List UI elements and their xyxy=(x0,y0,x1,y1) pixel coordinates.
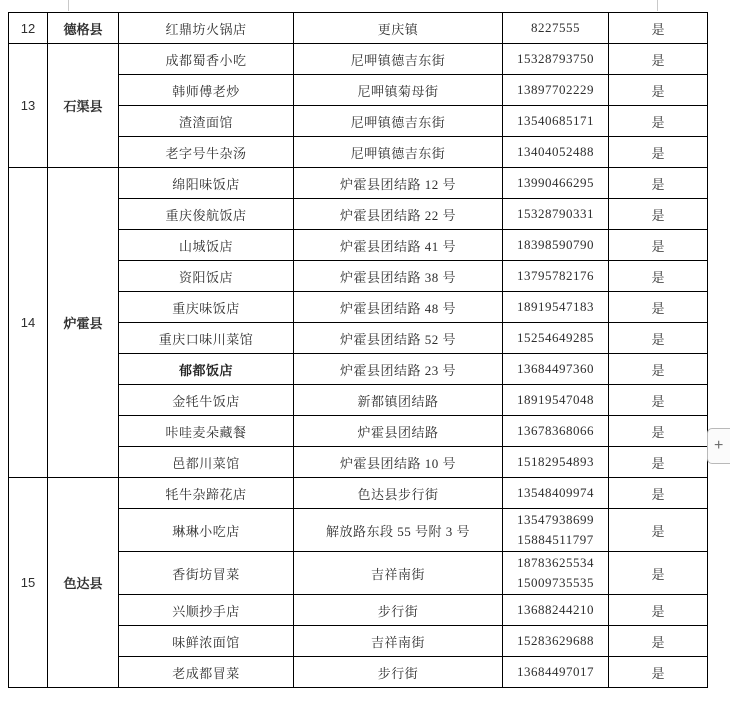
address-cell[interactable]: 更庆镇 xyxy=(294,13,503,44)
open-status-cell[interactable]: 是 xyxy=(609,385,708,416)
phone-number: 18783625534 xyxy=(517,555,594,570)
address-cell[interactable]: 新都镇团结路 xyxy=(294,385,503,416)
phone-number: 15009735535 xyxy=(517,575,594,590)
open-status-cell[interactable]: 是 xyxy=(609,199,708,230)
table-row xyxy=(9,44,708,75)
shop-name-cell[interactable]: 味鲜浓面馆 xyxy=(119,626,294,657)
phone-number: 13678368066 xyxy=(517,423,594,438)
phone-number: 13688244210 xyxy=(517,602,594,617)
phone-number: 13795782176 xyxy=(517,268,594,283)
open-status-cell[interactable]: 是 xyxy=(609,552,708,595)
phone-cell[interactable] xyxy=(503,447,609,478)
shop-name-cell[interactable]: 重庆口味川菜馆 xyxy=(119,323,294,354)
shop-name-cell[interactable]: 韩师傅老炒 xyxy=(119,75,294,106)
shop-name-cell[interactable]: 重庆俊航饭店 xyxy=(119,199,294,230)
phone-number: 13684497360 xyxy=(517,361,594,376)
address-cell[interactable]: 炉霍县团结路 23 号 xyxy=(294,354,503,385)
phone-cell[interactable] xyxy=(503,416,609,447)
phone-number: 15884511797 xyxy=(517,532,594,547)
open-status-cell[interactable]: 是 xyxy=(609,292,708,323)
address-cell[interactable]: 步行街 xyxy=(294,657,503,688)
row-number-cell[interactable]: 12 xyxy=(9,13,48,44)
phone-cell[interactable] xyxy=(503,261,609,292)
phone-cell[interactable] xyxy=(503,478,609,509)
row-number-cell[interactable]: 14 xyxy=(9,168,48,478)
open-status-cell[interactable]: 是 xyxy=(609,657,708,688)
open-status-cell[interactable]: 是 xyxy=(609,261,708,292)
open-status-cell[interactable]: 是 xyxy=(609,447,708,478)
shop-name-cell[interactable]: 郁都饭店 xyxy=(119,354,294,385)
phone-cell[interactable] xyxy=(503,626,609,657)
address-cell[interactable]: 吉祥南街 xyxy=(294,552,503,595)
shop-name-cell[interactable]: 资阳饭店 xyxy=(119,261,294,292)
phone-cell[interactable] xyxy=(503,137,609,168)
phone-number: 18398590790 xyxy=(517,237,594,252)
address-cell[interactable]: 炉霍县团结路 xyxy=(294,416,503,447)
phone-number: 18919547183 xyxy=(517,299,594,314)
phone-number: 13540685171 xyxy=(517,113,594,128)
phone-cell[interactable] xyxy=(503,657,609,688)
address-cell[interactable]: 炉霍县团结路 48 号 xyxy=(294,292,503,323)
shop-name-cell[interactable]: 成都蜀香小吃 xyxy=(119,44,294,75)
address-cell[interactable]: 炉霍县团结路 22 号 xyxy=(294,199,503,230)
phone-number: 13897702229 xyxy=(517,82,594,97)
phone-number: 15182954893 xyxy=(517,454,594,469)
phone-cell[interactable] xyxy=(503,292,609,323)
shop-name-cell[interactable]: 山城饭店 xyxy=(119,230,294,261)
shop-name-cell[interactable]: 兴顺抄手店 xyxy=(119,595,294,626)
shop-name-cell[interactable]: 牦牛杂蹄花店 xyxy=(119,478,294,509)
cell-border-remnant-left xyxy=(68,0,69,11)
phone-cell[interactable] xyxy=(503,354,609,385)
phone-number: 15283629688 xyxy=(517,633,594,648)
address-cell[interactable]: 炉霍县团结路 41 号 xyxy=(294,230,503,261)
phone-cell[interactable] xyxy=(503,106,609,137)
phone-cell[interactable] xyxy=(503,595,609,626)
address-cell[interactable]: 尼呷镇菊母街 xyxy=(294,75,503,106)
phone-cell[interactable] xyxy=(503,168,609,199)
address-cell[interactable]: 步行街 xyxy=(294,595,503,626)
table-row xyxy=(9,168,708,199)
address-cell[interactable]: 炉霍县团结路 52 号 xyxy=(294,323,503,354)
phone-cell[interactable] xyxy=(503,385,609,416)
open-status-cell[interactable]: 是 xyxy=(609,478,708,509)
shop-name-cell[interactable]: 琳琳小吃店 xyxy=(119,509,294,552)
table-row xyxy=(9,13,708,44)
row-number-cell[interactable]: 13 xyxy=(9,44,48,168)
phone-number: 13548409974 xyxy=(517,485,594,500)
open-status-cell[interactable]: 是 xyxy=(609,626,708,657)
county-cell[interactable]: 炉霍县 xyxy=(48,168,119,478)
phone-cell[interactable] xyxy=(503,75,609,106)
address-cell[interactable]: 吉祥南街 xyxy=(294,626,503,657)
phone-cell[interactable] xyxy=(503,509,609,552)
shop-name-cell[interactable]: 邑都川菜馆 xyxy=(119,447,294,478)
shop-name-cell[interactable]: 老字号牛杂汤 xyxy=(119,137,294,168)
shop-name-cell[interactable]: 香街坊冒菜 xyxy=(119,552,294,595)
open-status-cell[interactable]: 是 xyxy=(609,354,708,385)
shop-name-cell[interactable]: 咔哇麦朵藏餐 xyxy=(119,416,294,447)
restaurant-table-body xyxy=(9,13,708,688)
open-status-cell[interactable]: 是 xyxy=(609,323,708,354)
phone-cell[interactable] xyxy=(503,323,609,354)
shop-name-cell[interactable]: 渣渣面馆 xyxy=(119,106,294,137)
open-status-cell[interactable]: 是 xyxy=(609,137,708,168)
open-status-cell[interactable]: 是 xyxy=(609,416,708,447)
phone-cell[interactable] xyxy=(503,230,609,261)
phone-number: 13990466295 xyxy=(517,175,594,190)
phone-number: 8227555 xyxy=(531,20,580,35)
county-cell[interactable]: 德格县 xyxy=(48,13,119,44)
address-cell[interactable]: 解放路东段 55 号附 3 号 xyxy=(294,509,503,552)
address-cell[interactable]: 尼呷镇德吉东街 xyxy=(294,44,503,75)
phone-cell[interactable] xyxy=(503,44,609,75)
phone-number: 15328793750 xyxy=(517,51,594,66)
table-row xyxy=(9,478,708,509)
address-cell[interactable]: 尼呷镇德吉东街 xyxy=(294,106,503,137)
open-status-cell[interactable]: 是 xyxy=(609,168,708,199)
address-cell[interactable]: 色达县步行街 xyxy=(294,478,503,509)
phone-cell[interactable] xyxy=(503,199,609,230)
address-cell[interactable]: 炉霍县团结路 38 号 xyxy=(294,261,503,292)
county-cell[interactable]: 石渠县 xyxy=(48,44,119,168)
shop-name-cell[interactable]: 老成都冒菜 xyxy=(119,657,294,688)
phone-number: 13547938699 xyxy=(517,512,594,527)
phone-number: 15328790331 xyxy=(517,206,594,221)
county-cell[interactable]: 色达县 xyxy=(48,478,119,688)
add-button[interactable]: + xyxy=(707,428,730,464)
open-status-cell[interactable]: 是 xyxy=(609,106,708,137)
phone-cell[interactable] xyxy=(503,13,609,44)
open-status-cell[interactable]: 是 xyxy=(609,595,708,626)
shop-name-cell[interactable]: 重庆味饭店 xyxy=(119,292,294,323)
address-cell[interactable]: 尼呷镇德吉东街 xyxy=(294,137,503,168)
phone-cell[interactable] xyxy=(503,552,609,595)
open-status-cell[interactable]: 是 xyxy=(609,13,708,44)
shop-name-cell[interactable]: 绵阳味饭店 xyxy=(119,168,294,199)
address-cell[interactable]: 炉霍县团结路 12 号 xyxy=(294,168,503,199)
cell-border-remnant-right xyxy=(657,0,658,11)
phone-number: 13684497017 xyxy=(517,664,594,679)
row-number-cell[interactable]: 15 xyxy=(9,478,48,688)
open-status-cell[interactable]: 是 xyxy=(609,44,708,75)
shop-name-cell[interactable]: 红鼎坊火锅店 xyxy=(119,13,294,44)
open-status-cell[interactable]: 是 xyxy=(609,75,708,106)
shop-name-cell[interactable]: 金牦牛饭店 xyxy=(119,385,294,416)
phone-number: 15254649285 xyxy=(517,330,594,345)
address-cell[interactable]: 炉霍县团结路 10 号 xyxy=(294,447,503,478)
restaurant-table xyxy=(8,12,708,688)
open-status-cell[interactable]: 是 xyxy=(609,509,708,552)
phone-number: 18919547048 xyxy=(517,392,594,407)
phone-number: 13404052488 xyxy=(517,144,594,159)
open-status-cell[interactable]: 是 xyxy=(609,230,708,261)
